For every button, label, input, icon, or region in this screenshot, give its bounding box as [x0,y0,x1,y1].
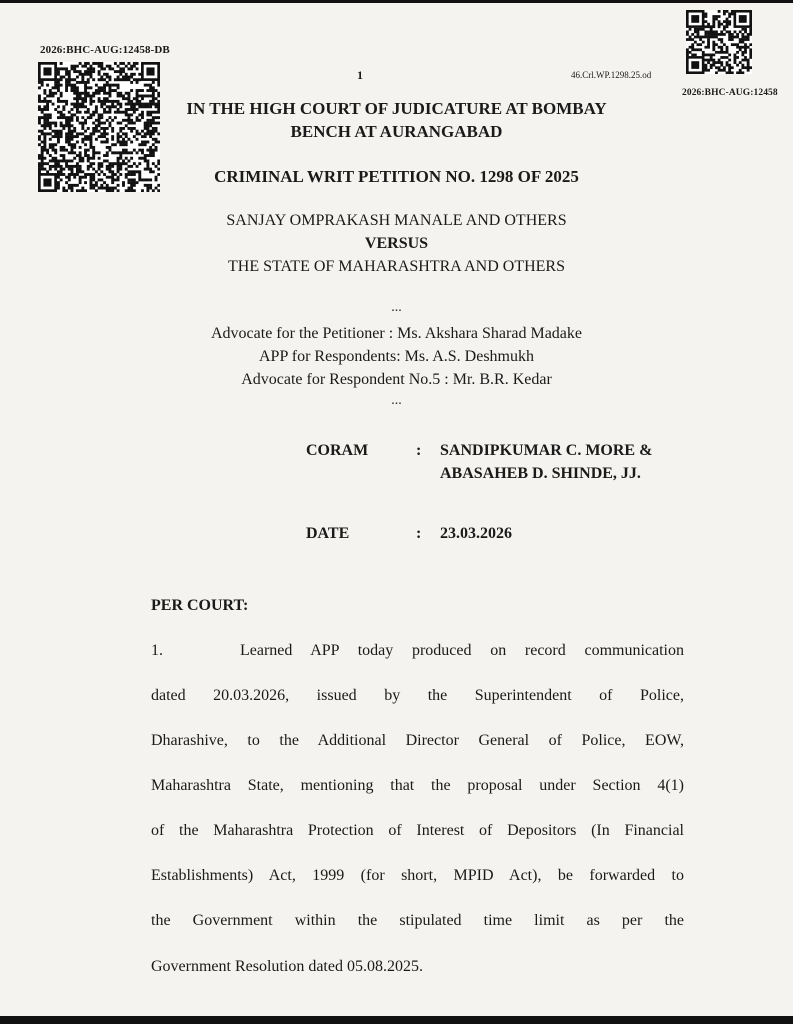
date-value: 23.03.2026 [440,525,512,542]
coram-label: CORAM [306,442,369,459]
date-colon: : [416,525,422,542]
paragraph-line-6: Establishments) Act, 1999 (for short, MPID Act), be forwarded to [151,867,684,884]
file-reference: 46.Crl.WP.1298.25.od [571,70,652,80]
separator-top: ... [391,300,402,315]
advocate-petitioner: Advocate for the Petitioner : Ms. Akshara Sharad Madake [210,325,582,342]
top-border [0,0,793,3]
doc-code-left: 2026:BHC-AUG:12458-DB [40,44,170,56]
advocate-respondent-5: Advocate for Respondent No.5 : Mr. B.R. Kedar [241,371,552,388]
paragraph-line-5: of the Maharashtra Protection of Interest of Depositors (In Financial [151,822,684,839]
separator-bottom: ... [391,393,402,408]
paragraph-line-1: Learned APP today produced on record communication [240,642,684,659]
petitioner-name: SANJAY OMPRAKASH MANALE AND OTHERS [226,212,567,229]
paragraph-line-3: Dharashive, to the Additional Director General of Police, EOW, [151,732,684,749]
doc-code-right: 2026:BHC-AUG:12458 [682,88,778,98]
court-name-line2: BENCH AT AURANGABAD [290,122,503,141]
case-title: CRIMINAL WRIT PETITION NO. 1298 OF 2025 [214,167,579,186]
bottom-border [0,1016,793,1024]
coram-judge-1: SANDIPKUMAR C. MORE & [440,442,653,459]
qr-code-right [686,10,752,74]
paragraph-line-7: the Government within the stipulated time limit as per the [151,912,684,929]
app-respondents: APP for Respondents: Ms. A.S. Deshmukh [259,348,534,365]
coram-colon: : [416,442,422,459]
court-name-line1: IN THE HIGH COURT OF JUDICATURE AT BOMBAY [186,99,607,118]
versus-label: VERSUS [364,235,429,252]
per-court-heading: PER COURT: [151,597,249,614]
paragraph-number: 1. [151,642,163,659]
date-label: DATE [306,525,350,542]
respondent-name: THE STATE OF MAHARASHTRA AND OTHERS [228,258,565,275]
paragraph-line-4: Maharashtra State, mentioning that the proposal under Section 4(1) [151,777,684,794]
coram-judge-2: ABASAHEB D. SHINDE, JJ. [440,465,641,482]
paragraph-line-2: dated 20.03.2026, issued by the Superintendent of Police, [151,687,684,704]
page-number: 1 [357,68,363,82]
paragraph-line-8: Government Resolution dated 05.08.2025. [151,958,423,975]
